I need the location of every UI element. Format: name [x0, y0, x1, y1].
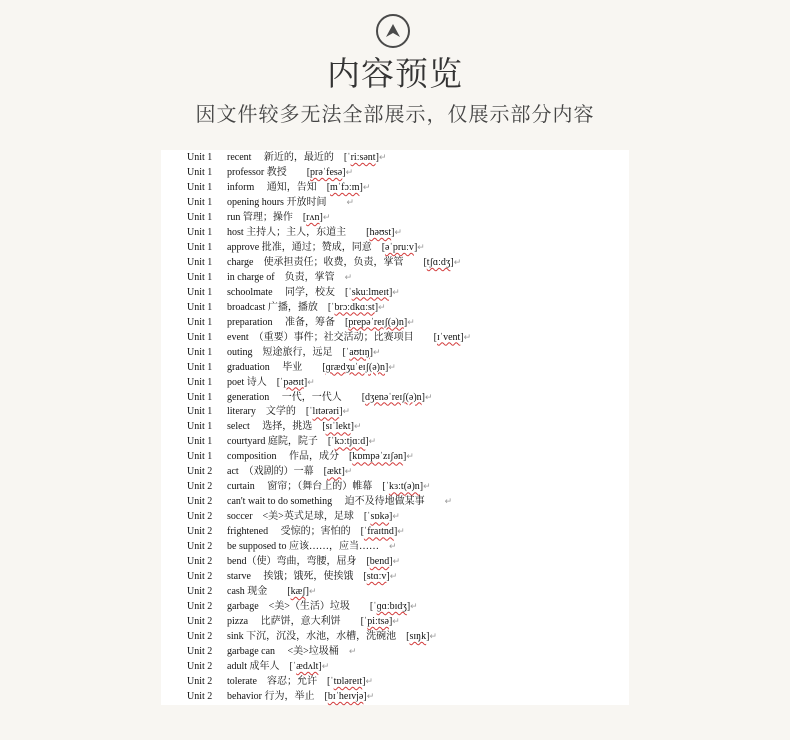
vocab-row	[161, 419, 629, 434]
phonetic-close: ]	[388, 286, 393, 298]
paragraph-mark: ↵	[407, 316, 415, 327]
paragraph-mark: ↵	[378, 301, 386, 312]
unit-label: Unit 1	[187, 271, 213, 283]
paragraph-mark: ↵	[322, 211, 331, 222]
word-definition: select 选择，挑选 [	[227, 421, 326, 433]
paragraph-mark: ↵	[429, 631, 438, 642]
paragraph-mark: ↵	[348, 646, 357, 656]
phonetic-close: ]	[413, 241, 418, 253]
paragraph-mark: ↵	[342, 406, 351, 417]
unit-label: Unit 2	[187, 601, 213, 613]
unit-label: Unit 1	[187, 211, 213, 223]
phonetic: ɡɑːbɪdʒ	[376, 601, 407, 613]
paragraph-mark: ↵	[453, 256, 462, 267]
paragraph-mark: ↵	[345, 166, 354, 177]
unit-label: Unit 1	[187, 406, 213, 418]
phonetic: ækt	[327, 466, 342, 478]
word-definition: soccer <美>英式足球，足球 [ˈ	[227, 511, 371, 523]
phonetic-close: ]	[460, 331, 464, 343]
vocab-entry	[227, 554, 400, 569]
phonetic-close: ]	[426, 631, 430, 643]
unit-label: Unit 1	[187, 286, 213, 298]
paragraph-mark: ↵	[406, 451, 414, 462]
word-definition: inform 通知，告知 [	[227, 181, 331, 193]
preview-header	[0, 0, 790, 150]
unit-label: Unit 2	[187, 690, 213, 702]
word-definition: frightened 受惊的；害怕的 [	[227, 526, 364, 538]
phonetic: stɑːv	[366, 571, 387, 583]
phonetic-close: ]	[369, 346, 373, 358]
unit-label: Unit 1	[187, 226, 213, 238]
paragraph-mark: ↵	[417, 241, 425, 252]
word-definition: opening hours 开放时间	[227, 196, 347, 208]
phonetic: riːsənt	[350, 152, 376, 163]
vocab-row	[161, 225, 629, 240]
word-definition: professor 教授 [	[227, 166, 311, 178]
word-definition: be supposed to 应该……，应当……	[227, 541, 389, 553]
vocab-row	[161, 360, 629, 375]
paragraph-mark: ↵	[392, 511, 400, 522]
unit-label: Unit 1	[187, 346, 213, 358]
unit-label: Unit 2	[187, 541, 213, 553]
vocab-row	[161, 240, 629, 255]
unit-label: Unit 2	[187, 660, 213, 672]
phonetic-close: ]	[350, 421, 354, 433]
vocab-entry	[227, 375, 315, 390]
vocab-entry	[227, 494, 452, 509]
word-definition: preparation 准备，筹备 [	[227, 316, 349, 328]
vocab-row	[161, 195, 629, 210]
vocab-entry	[227, 614, 400, 629]
vocab-row	[161, 345, 629, 360]
phonetic: ˈfraɪtnd	[363, 526, 394, 538]
unit-label: Unit 1	[187, 436, 213, 448]
word-definition: adult 成年人 [ˈ	[227, 660, 297, 672]
paragraph-mark: ↵	[394, 226, 402, 237]
vocab-entry	[227, 584, 317, 599]
phonetic-close: ]	[450, 256, 454, 268]
paragraph-mark: ↵	[389, 571, 398, 582]
phonetic-close: ]	[342, 166, 346, 178]
vocab-row	[161, 479, 629, 494]
word-definition: approve 批准，通过；赞成，同意 [	[227, 241, 386, 253]
vocab-entry	[227, 674, 373, 689]
vocab-row	[161, 674, 629, 689]
unit-label: Unit 1	[187, 196, 213, 208]
paragraph-mark: ↵	[308, 586, 317, 597]
phonetic-close: ]	[389, 511, 393, 523]
phonetic-close: ]	[403, 316, 408, 328]
paragraph-mark: ↵	[392, 286, 400, 297]
unit-label: Unit 1	[187, 376, 213, 388]
paragraph-mark: ↵	[344, 466, 353, 477]
word-definition: can't wait to do something 迫不及待地做某事	[227, 496, 445, 508]
phonetic-close: ]	[386, 571, 390, 583]
vocab-entry	[227, 419, 361, 434]
unit-label: Unit 1	[187, 361, 213, 373]
word-definition: behavior 行为，举止 [	[227, 690, 328, 702]
word-definition: courtyard 庭院，院子 [ˈ	[227, 436, 335, 448]
page-title: 内容预览	[327, 54, 463, 93]
vocab-row	[161, 270, 629, 285]
phonetic: aʊtɪŋ	[349, 346, 370, 358]
vocab-row	[161, 150, 629, 165]
vocab-entry	[227, 509, 400, 524]
vocab-row	[161, 180, 629, 195]
phonetic: sɪˈlekt	[325, 421, 351, 433]
unit-label: Unit 2	[187, 675, 213, 687]
paragraph-mark: ↵	[388, 541, 397, 552]
vocab-row	[161, 210, 629, 225]
phonetic: sɒkə	[370, 511, 390, 523]
vocab-row	[161, 404, 629, 419]
vocab-row	[161, 614, 629, 629]
phonetic: həʊst	[369, 226, 392, 238]
word-definition: host 主持人；主人，东道主 [	[227, 226, 370, 238]
vocab-row	[161, 584, 629, 599]
vocab-row	[161, 494, 629, 509]
paragraph-mark: ↵	[365, 675, 374, 686]
vocab-row	[161, 689, 629, 704]
paragraph-mark: ↵	[362, 181, 371, 192]
vocab-entry	[227, 165, 353, 180]
vocab-row	[161, 464, 629, 479]
unit-label: Unit 1	[187, 256, 213, 268]
word-definition: tolerate 容忍；允许 [ˈ	[227, 675, 334, 687]
word-definition: broadcast 广播，播放 [ˈ	[227, 301, 335, 313]
vocab-entry	[227, 210, 330, 225]
paragraph-mark: ↵	[368, 436, 377, 447]
word-definition: recent 新近的，最近的 [ˈ	[227, 152, 351, 163]
unit-label: Unit 2	[187, 496, 213, 508]
phonetic-close: ]	[363, 690, 367, 702]
phonetic: ɪˈvent	[437, 331, 461, 343]
vocab-row	[161, 449, 629, 464]
vocab-row	[161, 330, 629, 345]
paragraph-mark: ↵	[353, 421, 362, 432]
phonetic: ɡrædʒuˈeɪʃ(ə)n	[325, 361, 386, 373]
paragraph-mark: ↵	[346, 196, 354, 207]
vocab-row	[161, 390, 629, 405]
unit-label: Unit 1	[187, 316, 213, 328]
scroll-up-icon[interactable]	[376, 14, 410, 48]
word-definition: generation 一代，一代人 [	[227, 391, 366, 403]
phonetic-close: ]	[339, 406, 343, 418]
phonetic: prəˈfesə	[310, 166, 343, 178]
phonetic: əˈpruːv	[385, 241, 414, 253]
paragraph-mark: ↵	[392, 616, 400, 627]
vocab-entry	[227, 255, 461, 270]
unit-label: Unit 1	[187, 301, 213, 313]
phonetic-close: ]	[318, 660, 322, 672]
vocab-row	[161, 285, 629, 300]
word-definition: garbage can <美>垃圾桶	[227, 646, 349, 657]
unit-label: Unit 1	[187, 181, 213, 193]
paragraph-mark: ↵	[388, 361, 396, 372]
vocab-entry	[227, 180, 370, 195]
unit-label: Unit 2	[187, 511, 213, 523]
word-definition: sink 下沉，沉没，水池，水槽，洗碗池 [	[227, 631, 410, 643]
unit-label: Unit 2	[187, 571, 213, 583]
unit-label: Unit 1	[187, 166, 213, 178]
word-definition: cash 现金 [	[227, 586, 291, 598]
word-definition: garbage <美>（生活）垃圾 [ˈ	[227, 601, 377, 613]
word-definition: outing 短途旅行，远足 [ˈ	[227, 346, 350, 358]
vocab-entry	[227, 195, 354, 210]
phonetic: kɔːtjɑːd	[334, 436, 366, 448]
word-definition: bend（使）弯曲，弯腰，屈身 [	[227, 556, 370, 568]
word-definition: pizza 比萨饼，意大利饼 [ˈ	[227, 616, 368, 628]
phonetic: lɪtərəri	[312, 406, 340, 418]
phonetic: mˈfɔːm	[330, 181, 360, 193]
unit-label: Unit 2	[187, 526, 213, 538]
vocab-entry	[227, 479, 431, 494]
vocab-entry	[227, 464, 352, 479]
paragraph-mark: ↵	[392, 556, 401, 567]
word-definition: in charge of 负责，掌管	[227, 271, 345, 283]
paragraph-mark: ↵	[366, 690, 375, 701]
paragraph-mark: ↵	[410, 601, 418, 612]
paragraph-mark: ↵	[378, 152, 387, 162]
unit-label: Unit 2	[187, 616, 213, 628]
unit-label: Unit 2	[187, 556, 213, 568]
phonetic: sɪŋk	[409, 631, 427, 643]
unit-label: Unit 1	[187, 421, 213, 433]
unit-label: Unit 2	[187, 466, 213, 478]
phonetic-close: ]	[305, 586, 309, 598]
phonetic-close: ]	[421, 391, 426, 403]
vocab-entry	[227, 330, 471, 345]
phonetic: pəʊɪt	[283, 376, 304, 388]
paragraph-mark: ↵	[344, 271, 353, 282]
phonetic: kɜːt(ə)n	[388, 481, 420, 493]
phonetic-close: ]	[362, 675, 366, 687]
vocab-entry	[227, 689, 374, 704]
phonetic: ædʌlt	[296, 660, 319, 672]
phonetic-close: ]	[388, 616, 393, 628]
unit-label: Unit 1	[187, 331, 213, 343]
vocab-row	[161, 315, 629, 330]
word-definition: schoolmate 同学，校友 [ˈ	[227, 286, 352, 298]
document-preview	[161, 150, 629, 705]
vocab-row	[161, 509, 629, 524]
vocab-entry	[227, 449, 414, 464]
phonetic-close: ]	[389, 556, 393, 568]
vocab-entry	[227, 150, 386, 165]
phonetic: bɪˈheɪvjə	[327, 690, 364, 702]
word-definition: poet 诗人 [ˈ	[227, 376, 284, 388]
vocab-row	[161, 375, 629, 390]
vocab-row	[161, 539, 629, 554]
phonetic: brɔːdkɑːst	[334, 301, 375, 313]
phonetic: kɒmpəˈzɪʃən	[352, 451, 404, 463]
vocab-row	[161, 524, 629, 539]
vocab-entry	[227, 360, 396, 375]
phonetic-close: ]	[303, 376, 308, 388]
phonetic-close: ]	[374, 301, 379, 313]
vocab-entry	[227, 659, 329, 674]
paragraph-mark: ↵	[444, 496, 453, 507]
word-definition: run 管理；操作 [	[227, 211, 307, 223]
paragraph-mark: ↵	[425, 391, 433, 402]
vocab-entry	[227, 569, 397, 584]
word-definition: event （重要）事件；社交活动；比赛项目 [	[227, 331, 437, 343]
vocab-row	[161, 300, 629, 315]
paragraph-mark: ↵	[423, 481, 431, 492]
phonetic: prepəˈreɪʃ(ə)n	[348, 316, 404, 328]
unit-label: Unit 2	[187, 586, 213, 598]
word-definition: starve 挨饿；饿死，使挨饿 [	[227, 571, 367, 583]
paragraph-mark: ↵	[463, 331, 472, 342]
vocab-entry	[227, 240, 425, 255]
vocab-entry	[227, 390, 433, 405]
phonetic-close: ]	[365, 436, 369, 448]
vocab-entry	[227, 300, 386, 315]
phonetic-close: ]	[385, 361, 389, 373]
vocab-entry	[227, 434, 376, 449]
vocab-entry	[227, 629, 437, 644]
vocab-row	[161, 255, 629, 270]
vocab-entry	[227, 599, 418, 614]
word-definition: graduation 毕业 [	[227, 361, 326, 373]
phonetic-close: ]	[375, 152, 379, 163]
word-definition: composition 作品，成分 [	[227, 451, 353, 463]
vocab-entry	[227, 345, 381, 360]
vocab-entry	[227, 315, 415, 330]
paragraph-mark: ↵	[397, 526, 405, 537]
phonetic-close: ]	[419, 481, 424, 493]
vocab-entry	[227, 285, 400, 300]
word-definition: charge 使承担责任；收费，负责，掌管 [	[227, 256, 427, 268]
vocab-entry	[227, 225, 402, 240]
unit-label: Unit 1	[187, 451, 213, 463]
vocab-row	[161, 554, 629, 569]
vocab-entry	[227, 539, 397, 554]
vocab-entry	[227, 270, 352, 285]
vocab-row	[161, 569, 629, 584]
phonetic: piːtsə	[367, 616, 389, 628]
vocab-row	[161, 629, 629, 644]
unit-label: Unit 1	[187, 391, 213, 403]
word-definition: curtain 窗帘；（舞台上的）帷幕 [ˈ	[227, 481, 389, 493]
word-definition: literary 文学的 [ˈ	[227, 406, 313, 418]
phonetic: tɒləreɪt	[333, 675, 363, 687]
phonetic: kæʃ	[290, 586, 306, 598]
phonetic: skuːlmeɪt	[351, 286, 389, 298]
vocab-row	[161, 599, 629, 614]
phonetic: dʒenəˈreɪʃ(ə)n	[365, 391, 422, 403]
vocab-row	[161, 434, 629, 449]
unit-label: Unit 1	[187, 241, 213, 253]
unit-label: Unit 1	[187, 152, 213, 163]
phonetic: tʃɑːdʒ	[426, 256, 451, 268]
paragraph-mark: ↵	[321, 660, 330, 671]
vocab-row	[161, 644, 629, 659]
phonetic-close: ]	[403, 451, 407, 463]
phonetic: bend	[369, 556, 390, 568]
paragraph-mark: ↵	[373, 346, 381, 357]
phonetic-close: ]	[393, 526, 398, 538]
phonetic-close: ]	[391, 226, 395, 238]
phonetic: rʌn	[306, 211, 320, 223]
phonetic-close: ]	[359, 181, 363, 193]
paragraph-mark: ↵	[307, 376, 315, 387]
phonetic-close: ]	[341, 466, 345, 478]
arrow-up-icon	[384, 22, 402, 40]
unit-label: Unit 2	[187, 646, 213, 657]
vocab-entry	[227, 524, 405, 539]
word-definition: act （戏剧的）一幕 [	[227, 466, 327, 478]
vocab-row	[161, 659, 629, 674]
vocab-entry	[227, 644, 356, 659]
page-subtitle: 因文件较多无法全部展示，仅展示部分内容	[195, 102, 595, 126]
phonetic-close: ]	[406, 601, 411, 613]
unit-label: Unit 2	[187, 631, 213, 643]
vocab-row	[161, 165, 629, 180]
phonetic-close: ]	[319, 211, 323, 223]
vocab-entry	[227, 404, 350, 419]
unit-label: Unit 2	[187, 481, 213, 493]
